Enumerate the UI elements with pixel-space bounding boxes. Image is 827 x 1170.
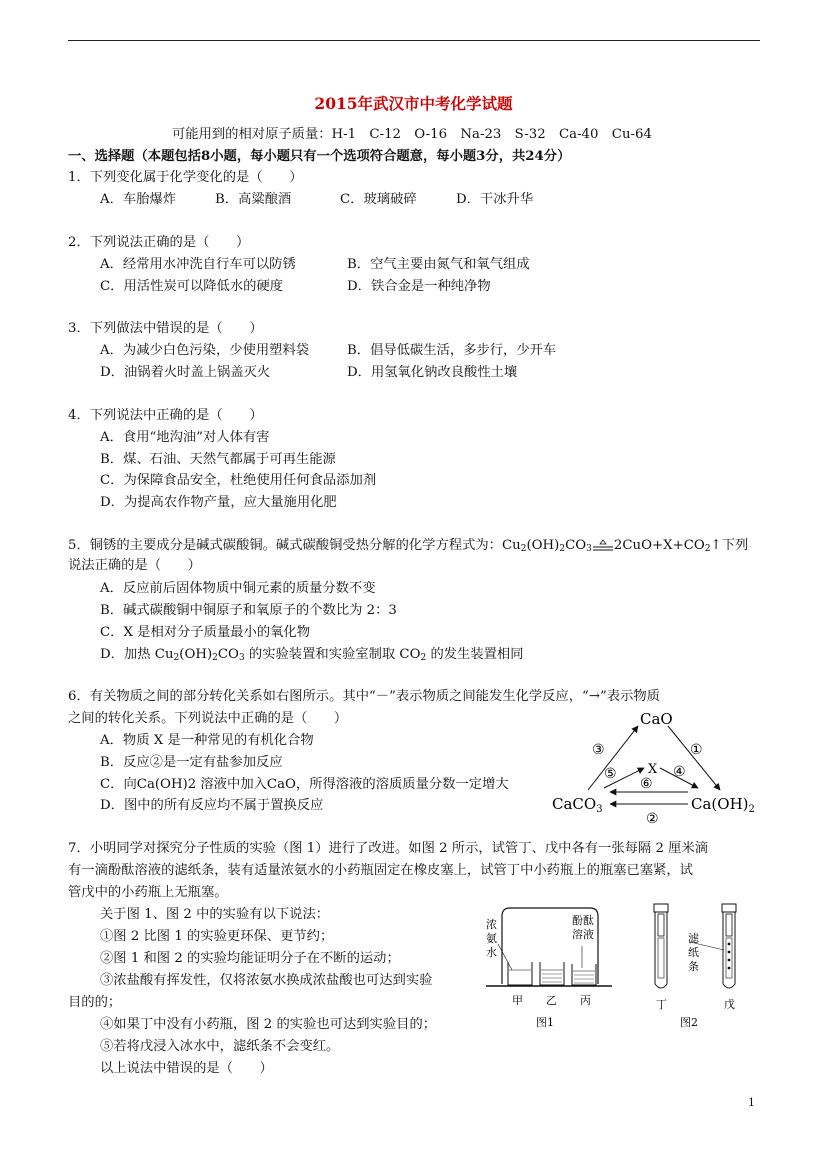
q6-stem2: 之间的转化关系。下列说法中正确的是（ ） xyxy=(68,711,348,726)
fig1-phenol-label: 溶液 xyxy=(572,928,594,941)
q5-eq-co: CO xyxy=(565,538,587,553)
fig2-label-ding: 丁 xyxy=(656,998,667,1011)
q5-option-d xyxy=(100,646,524,667)
figure-1 xyxy=(484,906,614,1036)
fig2-label-wu: 戊 xyxy=(724,998,735,1011)
label-5: ⑤ xyxy=(604,766,617,782)
q5-d-sub: 3 xyxy=(238,653,245,663)
q2-option-b: B．空气主要由氮气和氧气组成 xyxy=(347,257,530,272)
q3-option-b: B．倡导低碳生活，多步行，少开车 xyxy=(347,343,557,358)
q5-d-sub: 2 xyxy=(420,653,427,663)
q5-eq-up: ↑ xyxy=(710,538,722,553)
q5-stem-text: 5．铜锈的主要成分是碱式碳酸铜。碱式碳酸铜受热分解的化学方程式为： xyxy=(68,538,502,553)
q5-d-mid: (OH) xyxy=(179,647,213,662)
q5-eq-sub: 2 xyxy=(704,544,711,554)
q7-question: 以上说法中错误的是（ ） xyxy=(100,1061,273,1076)
q2-option-c: C．用活性炭可以降低水的硬度 xyxy=(100,279,284,294)
fig1-caption: 图1 xyxy=(536,1016,554,1029)
figure-2 xyxy=(632,898,752,1036)
q4-option-d: D．为提高农作物产量，应大量施用化肥 xyxy=(100,495,337,510)
fig2-strip-char: 滤 xyxy=(688,932,699,945)
q7-statement-3: ③浓盐酸有挥发性，仅将浓氨水换成浓盐酸也可达到实验 xyxy=(100,973,433,988)
conversion-diagram xyxy=(548,708,760,830)
q1-option-d: D．干冰升华 xyxy=(456,192,534,207)
q5-option-c: C．X 是相对分子质量最小的氧化物 xyxy=(100,625,311,640)
section-heading: 一、选择题（本题包括8小题，每小题只有一个选项符合题意，每小题3分，共24分） xyxy=(68,149,571,164)
q5-eq-sub: 2 xyxy=(559,544,566,554)
atomic-masses: 可能用到的相对原子质量：H-1 C-12 O-16 Na-23 S-32 Ca-40 Cu-64 xyxy=(172,127,652,142)
q4-stem: 4．下列说法中正确的是（ ） xyxy=(68,408,263,423)
label-4: ④ xyxy=(673,764,686,780)
q5-stem xyxy=(68,537,748,558)
q6-option-d: D．图中的所有反应均不属于置换反应 xyxy=(100,798,324,813)
label-6: ⑥ xyxy=(640,776,653,792)
caoh2-main: Ca(OH) xyxy=(691,795,749,813)
fig1-ammonia-char: 水 xyxy=(486,946,497,959)
q3-option-c: D．油锅着火时盖上锅盖灭火 xyxy=(100,365,271,380)
q6-option-c: C．向Ca(OH)2 溶液中加入CaO，所得溶液的溶质质量分数一定增大 xyxy=(100,777,509,792)
q1-option-a: A．车胎爆炸 xyxy=(100,192,177,207)
q5-eq-sub: 2 xyxy=(520,544,527,554)
caoh2-label xyxy=(691,795,755,815)
fig2-caption: 图2 xyxy=(680,1016,698,1029)
q5-eq-cu: Cu xyxy=(501,538,521,553)
fig1-label-jia: 甲 xyxy=(512,994,523,1007)
caco3-main: CaCO xyxy=(552,795,597,813)
fig1-label-yi: 乙 xyxy=(546,994,557,1007)
caco3-sub: 3 xyxy=(596,804,603,815)
caoh2-sub: 2 xyxy=(748,804,755,815)
q5-option-b: B．碱式碳酸铜中铜原子和氧原子的个数比为 2：3 xyxy=(100,603,397,618)
header-rule xyxy=(68,40,760,41)
q1-option-c: C．玻璃破碎 xyxy=(340,192,417,207)
q4-option-a: A．食用“地沟油”对人体有害 xyxy=(100,430,270,445)
label-3: ③ xyxy=(592,742,605,758)
q2-option-d: D．铁合金是一种纯净物 xyxy=(347,279,491,294)
q2-stem: 2．下列说法正确的是（ ） xyxy=(68,235,250,250)
fig1-label-bing: 丙 xyxy=(580,994,591,1007)
q5-stem-post: 下列 xyxy=(721,538,749,553)
label-1: ① xyxy=(690,742,703,758)
q1-option-b: B．高粱酿酒 xyxy=(215,192,292,207)
q7-statement-3b: 目的的； xyxy=(68,995,122,1010)
q3-option-a: A．为减少白色污染，少使用塑料袋 xyxy=(100,343,310,358)
q5-d-pre: D．加热 Cu xyxy=(100,647,174,662)
q7-statement-intro: 关于图 1、图 2 中的实验有以下说法： xyxy=(100,907,330,922)
q5-d-end: 的发生装置相同 xyxy=(426,647,524,662)
page-title: 2015年武汉市中考化学试题 xyxy=(314,94,513,113)
q5-option-a: A．反应前后固体物质中铜元素的质量分数不变 xyxy=(100,581,376,596)
fig1-ammonia-char: 浓 xyxy=(486,918,497,931)
fig2-strip-char: 条 xyxy=(688,960,699,973)
caco3-label xyxy=(552,795,603,815)
q4-option-c: C．为保障食品安全，杜绝使用任何食品添加剂 xyxy=(100,473,377,488)
q7-line1: 7．小明同学对探究分子性质的实验（图 1）进行了改进。如图 2 所示，试管丁、戊中各有一张每隔 2 厘米滴 xyxy=(68,841,709,856)
q7-line3: 管戊中的小药瓶上无瓶塞。 xyxy=(68,885,228,900)
q5-d-sub: 2 xyxy=(212,653,218,663)
fig1-phenol-label: 酚酞 xyxy=(572,914,594,927)
q2-option-a: A．经常用水冲洗自行车可以防锈 xyxy=(100,257,296,272)
q6-option-b: B．反应②是一定有盐参加反应 xyxy=(100,755,283,770)
heat-equals-sign xyxy=(592,539,614,553)
q5-eq-oh: (OH) xyxy=(526,538,560,553)
q1-stem: 1．下列变化属于化学变化的是（ ） xyxy=(68,170,303,185)
cao-label: CaO xyxy=(640,710,673,728)
q5-stem2: 说法正确的是（ ） xyxy=(68,558,201,573)
q7-line2: 有一滴酚酞溶液的滤纸条，装有适量浓氨水的小药瓶固定在橡皮塞上，试管丁中小药瓶上的瓶塞已塞紧，试 xyxy=(68,863,693,878)
fig2-strip-char: 纸 xyxy=(688,946,699,959)
page-number: 1 xyxy=(748,1096,755,1109)
q6-stem: 6．有关物质之间的部分转化关系如右图所示。其中“－”表示物质之间能发生化学反应，“→”表示物质 xyxy=(68,689,660,704)
q6-option-a: A．物质 X 是一种常见的有机化合物 xyxy=(100,733,314,748)
q7-statement-4: ④如果丁中没有小药瓶，图 2 的实验也可达到实验目的； xyxy=(100,1017,437,1032)
q3-option-d: D．用氢氧化钠改良酸性土壤 xyxy=(347,365,518,380)
q3-stem: 3．下列做法中错误的是（ ） xyxy=(68,321,263,336)
q5-eq-sub: 3 xyxy=(586,544,592,554)
q7-statement-5: ⑤若将戊浸入冰水中，滤纸条不会变红。 xyxy=(100,1039,340,1054)
label-2: ② xyxy=(646,811,659,827)
q5-eq-right: 2CuO+X+CO xyxy=(613,538,705,553)
q5-d-sub: 2 xyxy=(173,653,180,663)
q7-statement-2: ②图 1 和图 2 的实验均能证明分子在不断的运动； xyxy=(100,951,400,966)
q5-d-post: 的实验装置和实验室制取 CO xyxy=(244,647,421,662)
arrow-1 xyxy=(668,726,720,790)
q7-statement-1: ①图 2 比图 1 的实验更环保、更节约； xyxy=(100,929,334,944)
x-label: X xyxy=(648,762,658,777)
q4-option-b: B．煤、石油、天然气都属于可再生能源 xyxy=(100,452,336,467)
q5-d-co: CO xyxy=(217,647,239,662)
fig1-ammonia-char: 氨 xyxy=(486,932,497,945)
